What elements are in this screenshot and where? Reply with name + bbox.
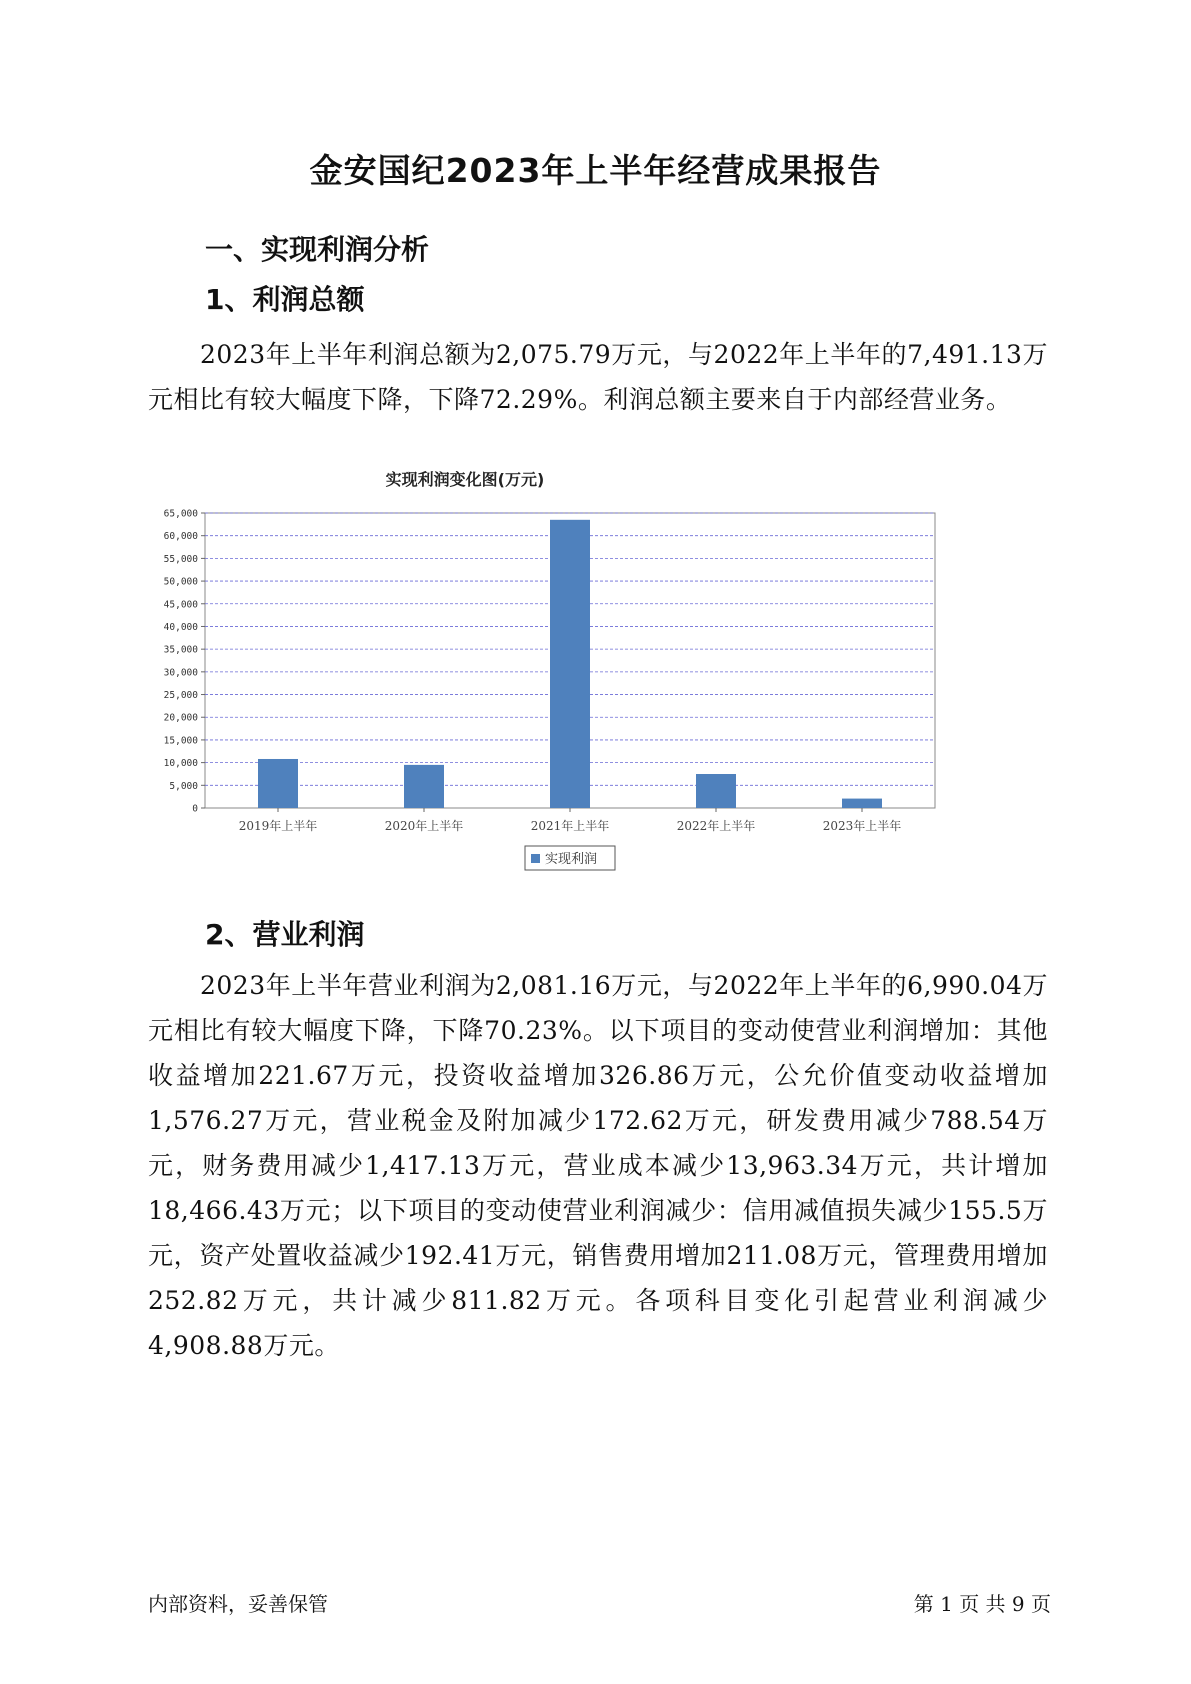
- y-tick-label: 45,000: [163, 599, 198, 611]
- y-tick-label: 20,000: [163, 712, 198, 724]
- x-tick-label: 2019年上半年: [238, 819, 318, 833]
- y-tick-label: 55,000: [163, 553, 198, 565]
- y-tick-label: 40,000: [163, 621, 198, 633]
- y-tick-label: 15,000: [163, 735, 198, 747]
- legend-label: 实现利润: [545, 852, 598, 867]
- chart-svg: [160, 470, 1040, 955]
- x-tick-label: 2022年上半年: [676, 819, 756, 833]
- paragraph-profit-total: 2023年上半年利润总额为2,075.79万元，与2022年上半年的7,491.13万元相比有较大幅度下降，下降72.29%。利润总额主要来自于内部经营业务。: [148, 340, 1048, 414]
- footer-confidential-note: 内部资料，妥善保管: [148, 1592, 328, 1616]
- x-tick-label: 2023年上半年: [822, 819, 902, 833]
- bar: [696, 774, 736, 808]
- y-tick-label: 5,000: [169, 780, 198, 792]
- subsection-heading-profit-total: 1、利润总额: [205, 283, 365, 316]
- subsection-heading-operating-profit: 2、营业利润: [205, 918, 365, 951]
- y-tick-label: 60,000: [163, 531, 198, 543]
- y-tick-label: 10,000: [163, 758, 198, 770]
- y-tick-label: 35,000: [163, 644, 198, 656]
- bar: [550, 520, 590, 808]
- bar: [258, 759, 298, 808]
- profit-chart: [160, 470, 1040, 955]
- footer-page-number: 第 1 页 共 9 页: [913, 1592, 1051, 1616]
- paragraph-operating-profit: 2023年上半年营业利润为2,081.16万元，与2022年上半年的6,990.04万元相比有较大幅度下降，下降70.23%。以下项目的变动使营业利润增加：其他收益增加221.67万元，投资收益增加326.86万元，公允价值变动收益增加1,576.27万元，营业税金及附加减少172.62万元，研发费用减少788.54万元，财务费用减少1,417.13万元，营业成本减少13,963.34万元，共计增加18,466.43万元；以下项目的变动使营业利润减少：信用减值损失减少155.5万元，资产处置收益减少192.41万元，销售费用增加211.08万元，管理费用增加252.82万元，共计减少811.82万元。各项科目变化引起营业利润减少4,908.88万元。: [148, 971, 1048, 1360]
- y-tick-label: 50,000: [163, 576, 198, 588]
- x-tick-label: 2021年上半年: [530, 819, 610, 833]
- legend-swatch: [531, 854, 540, 863]
- page-title: 金安国纪2023年上半年经营成果报告: [309, 151, 882, 190]
- bar: [404, 765, 444, 808]
- y-tick-label: 65,000: [163, 508, 198, 520]
- chart-title: 实现利润变化图(万元): [385, 470, 545, 489]
- y-tick-label: 25,000: [163, 690, 198, 702]
- bar: [842, 799, 882, 808]
- section-heading: 一、实现利润分析: [205, 233, 430, 266]
- x-tick-label: 2020年上半年: [384, 819, 464, 833]
- y-tick-label: 30,000: [163, 667, 198, 679]
- y-tick-label: 0: [192, 803, 198, 815]
